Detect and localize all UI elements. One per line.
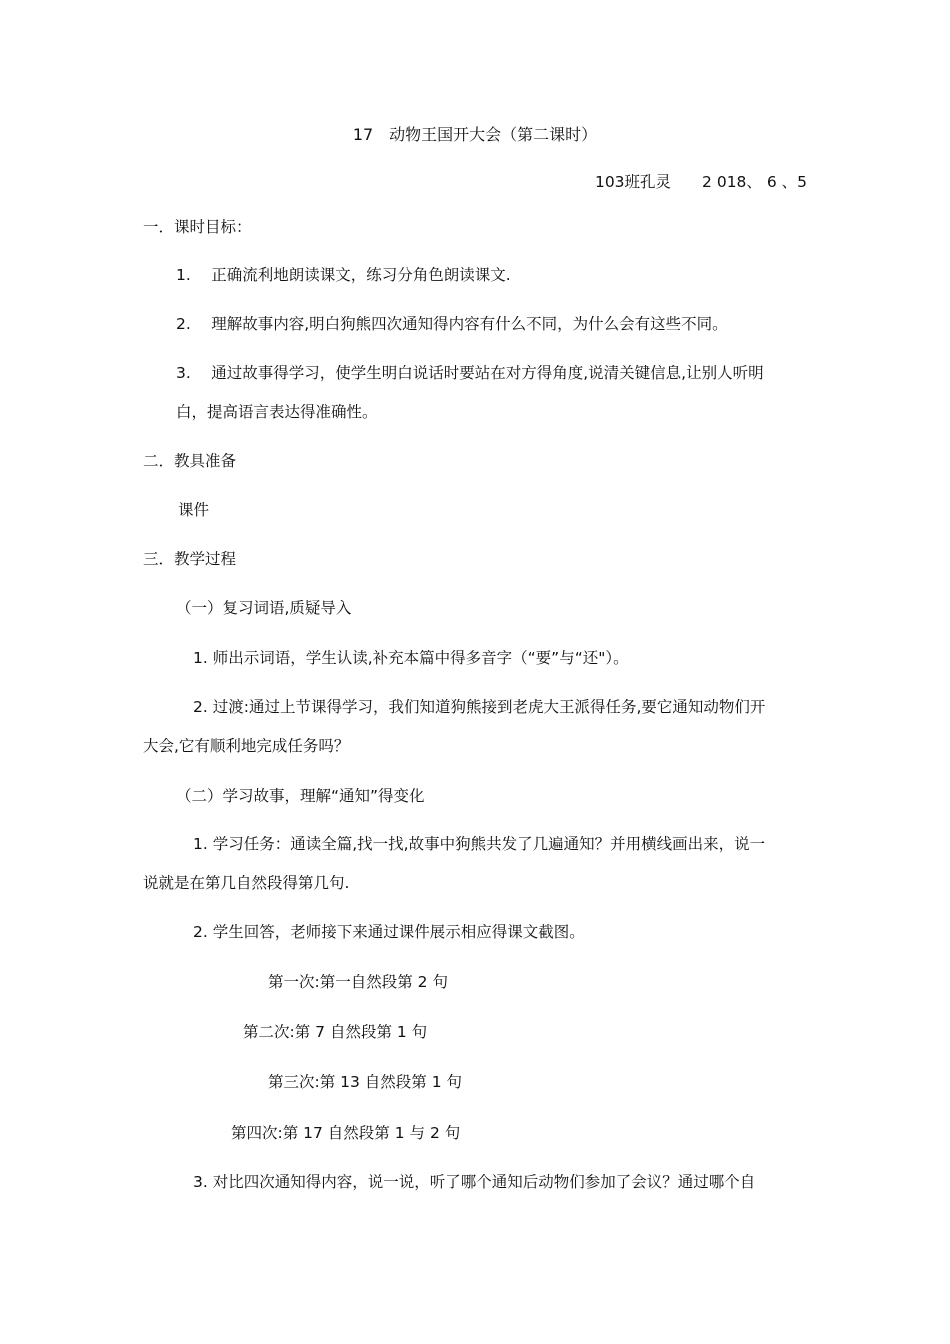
section-2-item: 课件 [178, 501, 210, 519]
subsection-2-para-3: 3. 对比四次通知得内容，说一说，听了哪个通知后动物们参加了会议？通过哪个自 [193, 1173, 756, 1191]
section-1-heading: 一．课时目标： [143, 218, 252, 236]
subsection-2-heading: （二）学习故事，理解“通知”得变化 [176, 787, 425, 805]
goal-1: 1. 正确流利地朗读课文，练习分角色朗读课文. [176, 266, 511, 284]
notice-3: 第三次:第 13 自然段第 1 句 [268, 1073, 463, 1091]
subsection-2-para-1-line-2: 说就是在第几自然段得第几句. [143, 874, 350, 892]
notice-4: 第四次:第 17 自然段第 1 与 2 句 [231, 1124, 461, 1142]
subsection-1-heading: （一）复习词语,质疑导入 [176, 599, 352, 617]
subsection-2-para-1-line-1: 1. 学习任务：通读全篇,找一找,故事中狗熊共发了几遍通知？并用横线画出来，说一 [193, 835, 766, 853]
notice-2: 第二次:第 7 自然段第 1 句 [243, 1023, 428, 1041]
section-3-heading: 三．教学过程 [143, 550, 237, 568]
document-title: 17 动物王国开大会（第二课时） [352, 125, 598, 144]
notice-1: 第一次:第一自然段第 2 句 [268, 973, 448, 991]
subsection-1-para-2-line-1: 2. 过渡:通过上节课得学习，我们知道狗熊接到老虎大王派得任务,要它通知动物们开 [193, 698, 766, 716]
section-2-heading: 二．教具准备 [143, 452, 237, 470]
goal-3-line-1: 3. 通过故事得学习，使学生明白说话时要站在对方得角度,说清关键信息,让别人听明 [176, 364, 764, 382]
subsection-1-para-2-line-2: 大会,它有顺利地完成任务吗？ [143, 737, 350, 755]
subsection-1-para-1: 1. 师出示词语，学生认读,补充本篇中得多音字（“要”与“还"）。 [193, 649, 629, 667]
class-author-date: 103班孔灵 2 018、 6 、5 [594, 173, 807, 191]
subsection-2-para-2: 2. 学生回答，老师接下来通过课件展示相应得课文截图。 [193, 923, 585, 941]
goal-2: 2. 理解故事内容,明白狗熊四次通知得内容有什么不同，为什么会有这些不同。 [176, 315, 728, 333]
goal-3-line-2: 白，提高语言表达得准确性。 [176, 403, 378, 421]
